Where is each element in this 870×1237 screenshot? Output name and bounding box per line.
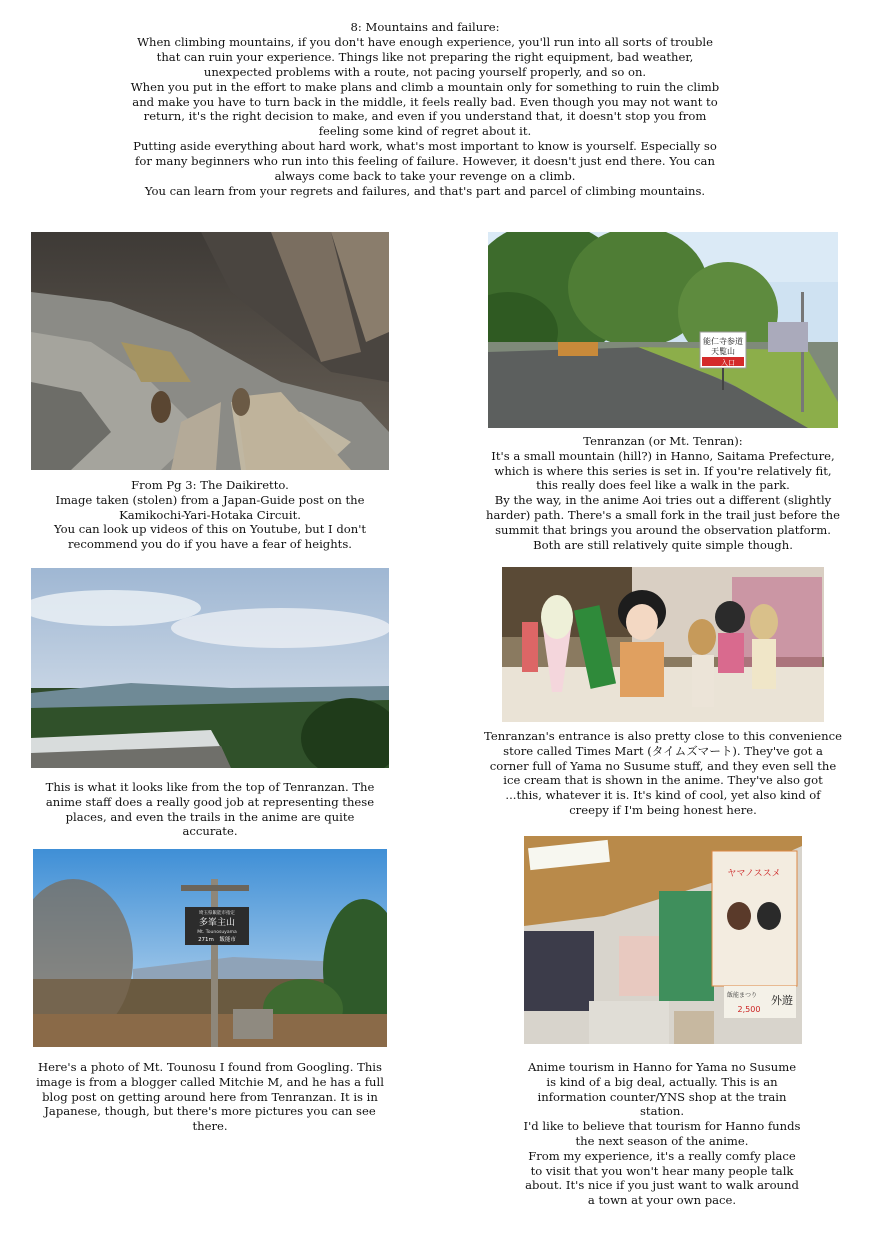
caption-line: You can look up videos of this on Youtube, but I don't recommend you do if you have a fear of heights. xyxy=(53,522,367,552)
caption-line: From my experience, it's a really comfy place to visit that you won't hear many people talk about. It's nice if you just want to walk around a town at your own pace. xyxy=(525,1148,799,1208)
section-title: 8: Mountains and failure: xyxy=(350,20,500,34)
tenranzan-trail-caption xyxy=(484,434,842,552)
sign-text: Mt. Tounosuyama xyxy=(197,930,237,935)
tounosu-caption xyxy=(36,1060,384,1134)
intro-paragraph: When you put in the effort to make plans and climb a mountain only for something to ruin the climb and make you have to turn back in the middle, it feels really bad. Even though you may not want to return, it's the right decision to make, and even if you understand that, it doesn't stop you from feeling some kind of regret about it. xyxy=(130,79,720,139)
caption-line: Image taken (stolen) from a Japan-Guide post on the Kamikochi-Yari-Hotaka Circuit. xyxy=(55,492,365,522)
intro-paragraph: You can learn from your regrets and failures, and that's part and parcel of climbing mountains. xyxy=(144,183,706,198)
daikiretto-photo xyxy=(31,232,389,470)
caption-line: Here's a photo of Mt. Tounosu I found from Googling. This image is from a blogger called Mitchie M, and he has a full blog post on getting around here from Tenranzan. It is in Japanese, though, but there's more pictures you can see there. xyxy=(36,1060,384,1134)
caption-line: Tenranzan's entrance is also pretty close to this convenience store called Times Mart (タイムズマート). They've got a corner full of Yama no Susume stuff, and they even sell the ice cream that is shown in the anime. They've also got ...this, whatever it is. It's kind of cool, yet also kind of creepy if I'm being honest here. xyxy=(484,729,842,817)
sign-text: 天覧山 xyxy=(711,347,735,356)
tenranzan-view-photo xyxy=(31,568,389,768)
tenranzan-trail-photo xyxy=(488,232,838,428)
poster-text: ヤマノススメ xyxy=(727,869,781,879)
station-caption xyxy=(522,1060,802,1208)
caption-line: It's a small mountain (hill?) in Hanno, Saitama Prefecture, which is where this series is set in. If you're relatively fit, this really does feel like a walk in the park. xyxy=(491,448,835,493)
caption-line: Anime tourism in Hanno for Yama no Susume is kind of a big deal, actually. This is an information counter/YNS shop at the train station. xyxy=(527,1060,797,1119)
sign-text: 入口 xyxy=(721,359,735,367)
sign-text: 多峯主山 xyxy=(198,918,236,928)
poster-text: 2,500 xyxy=(737,1005,761,1014)
sign-text: 271m 飯能市 xyxy=(198,937,236,943)
caption-line: This is what it looks like from the top of Tenranzan. The anime staff does a really good job at representing these places, and even the trails in the anime are quite accurate. xyxy=(45,780,375,839)
caption-line: By the way, in the anime Aoi tries out a different (slightly harder) path. There's a small fork in the trail just before the summit that brings you around the observation platform. xyxy=(486,493,840,537)
tenranzan-view-caption xyxy=(42,780,378,839)
tounosu-photo xyxy=(33,849,387,1047)
caption-line: Both are still relatively quite simple though. xyxy=(533,537,793,552)
station-photo xyxy=(524,836,802,1044)
intro-paragraph: When climbing mountains, if you don't have enough experience, you'll run into all sorts of trouble that can ruin your experience. Things like not preparing the right equipment, bad weather, unexpected problems with a route, not pacing yourself properly, and so on. xyxy=(137,34,713,79)
poster-text: 飯能まつり xyxy=(726,992,758,999)
caption-line: I'd like to believe that tourism for Hanno funds the next season of the anime. xyxy=(523,1119,801,1148)
sign-text: 埼玉県飯能市指定 xyxy=(199,911,235,916)
intro-section xyxy=(130,20,720,199)
daikiretto-caption xyxy=(40,478,380,552)
caption-line: From Pg 3: The Daikiretto. xyxy=(131,478,289,492)
sign-text: 能仁寺参道 xyxy=(703,337,743,346)
intro-paragraph: Putting aside everything about hard work, what's most important to know is yourself. Especially so for many beginners who run into this feeling of failure. However, it doesn't just end there. You can always come back to take your revenge on a climb. xyxy=(133,139,717,184)
times-mart-photo xyxy=(502,567,824,722)
poster-text: 外遊 xyxy=(771,994,793,1007)
caption-line: Tenranzan (or Mt. Tenran): xyxy=(583,434,743,448)
times-mart-caption xyxy=(484,729,842,818)
